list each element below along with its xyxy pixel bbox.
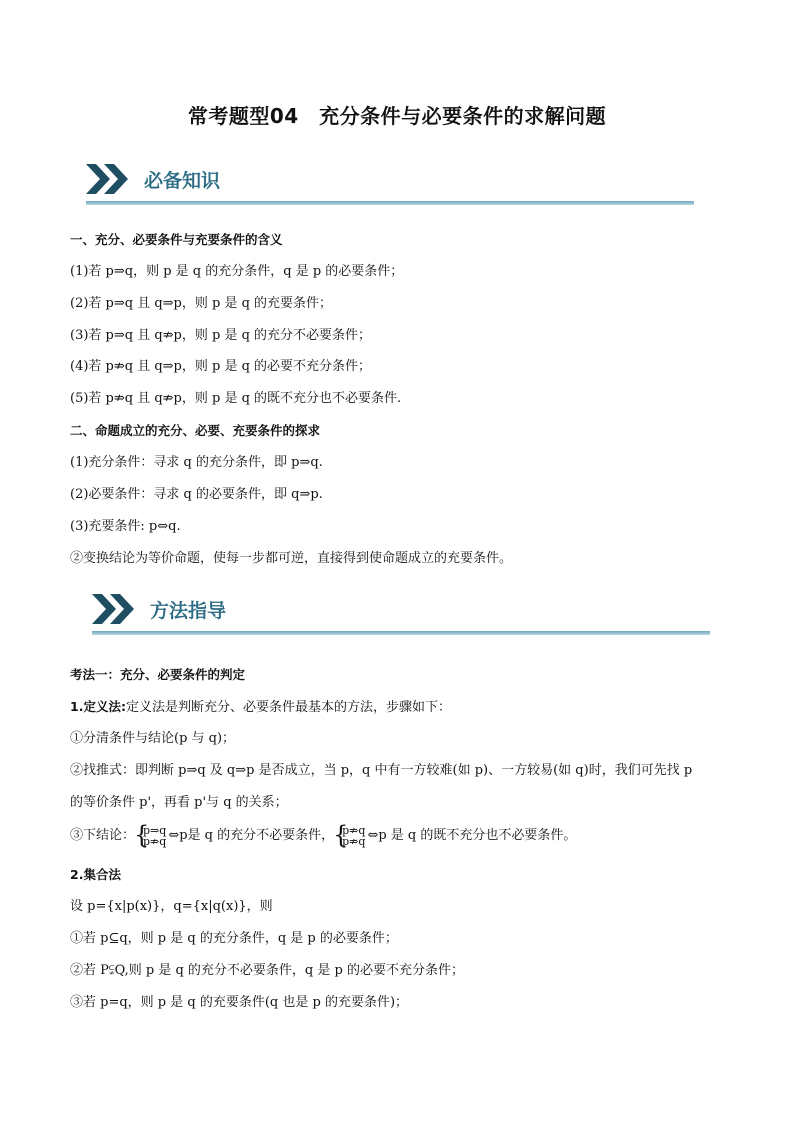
system-1-bottom: p⇏q [143, 834, 167, 848]
method-heading: 考法一：充分、必要条件的判定 [70, 667, 246, 682]
list-item: (4)若 p⇏q 且 q⇒p，则 p 是 q 的必要不充分条件； [70, 359, 372, 374]
step-3 [70, 822, 576, 850]
section-banner-method [92, 588, 710, 636]
section-heading: 二、命题成立的充分、必要、充要条件的探求 [70, 423, 321, 438]
implication-system-1 [135, 825, 166, 847]
definition-title: 1.定义法: [70, 699, 126, 714]
definition-text: 定义法是判断充分、必要条件最基本的方法，步骤如下： [125, 700, 451, 715]
list-item: (2)若 p⇒q 且 q⇒p，则 p 是 q 的充要条件； [70, 296, 333, 311]
section-banner-knowledge [86, 158, 694, 206]
step-3-conclusion-1: ⇔p是 q 的充分不必要条件， [168, 828, 335, 843]
implication-system-2 [334, 825, 365, 847]
list-item: (1)充分条件：寻求 q 的充分条件，即 p⇒q. [70, 455, 323, 470]
set-intro: 设 p={x|p(x)}，q={x|q(x)}，则 [70, 899, 273, 914]
double-chevron-icon [86, 158, 134, 200]
section-heading: 一、充分、必要条件与充要条件的含义 [70, 232, 283, 247]
list-item: (3)充要条件: p⇔q. [70, 519, 181, 534]
step-3-prefix: ③下结论： [70, 828, 136, 843]
step-1: ①分清条件与结论(p 与 q)； [70, 731, 236, 746]
list-item: (5)若 p⇏q 且 q⇏p，则 p 是 q 的既不充分也不必要条件. [70, 391, 402, 406]
banner-rule [86, 201, 694, 205]
system-2-top: { p⇏q [342, 823, 366, 837]
double-chevron-icon [92, 588, 140, 630]
list-item: ②变换结论为等价命题，使每一步都可逆，直接得到使命题成立的充要条件。 [70, 551, 513, 566]
banner-label: 必备知识 [144, 170, 221, 192]
step-2a: ②找推式：即判断 p⇒q 及 q⇒p 是否成立，当 p，q 中有一方较难(如 p)、一方较易(如 q)时，我们可先找 p [70, 763, 693, 778]
banner-label: 方法指导 [150, 600, 227, 622]
list-item: (2)必要条件：寻求 q 的必要条件，即 q⇒p. [70, 487, 323, 502]
list-item: (3)若 p⇒q 且 q⇏p，则 p 是 q 的充分不必要条件； [70, 328, 372, 343]
banner-rule [92, 631, 710, 635]
list-item: (1)若 p⇒q，则 p 是 q 的充分条件，q 是 p 的必要条件； [70, 264, 404, 279]
set-item: ②若 P⫋Q,则 p 是 q 的充分不必要条件，q 是 p 的必要不充分条件； [70, 963, 464, 978]
set-item: ③若 p=q，则 p 是 q 的充要条件(q 也是 p 的充要条件)； [70, 995, 409, 1010]
step-3-conclusion-2: ⇔p 是 q 的既不充分也不必要条件。 [367, 828, 577, 843]
system-2-bottom: p⇏q [342, 834, 366, 848]
step-2b: 的等价条件 p'，再看 p'与 q 的关系； [70, 795, 288, 810]
page-title: 常考题型04 充分条件与必要条件的求解问题 [187, 104, 607, 128]
set-item: ①若 p⊆q，则 p 是 q 的充分条件，q 是 p 的必要条件； [70, 931, 398, 946]
system-1-top: { p⇒q [143, 823, 167, 837]
set-method-title: 2.集合法 [70, 867, 121, 882]
definition-line [70, 698, 451, 717]
